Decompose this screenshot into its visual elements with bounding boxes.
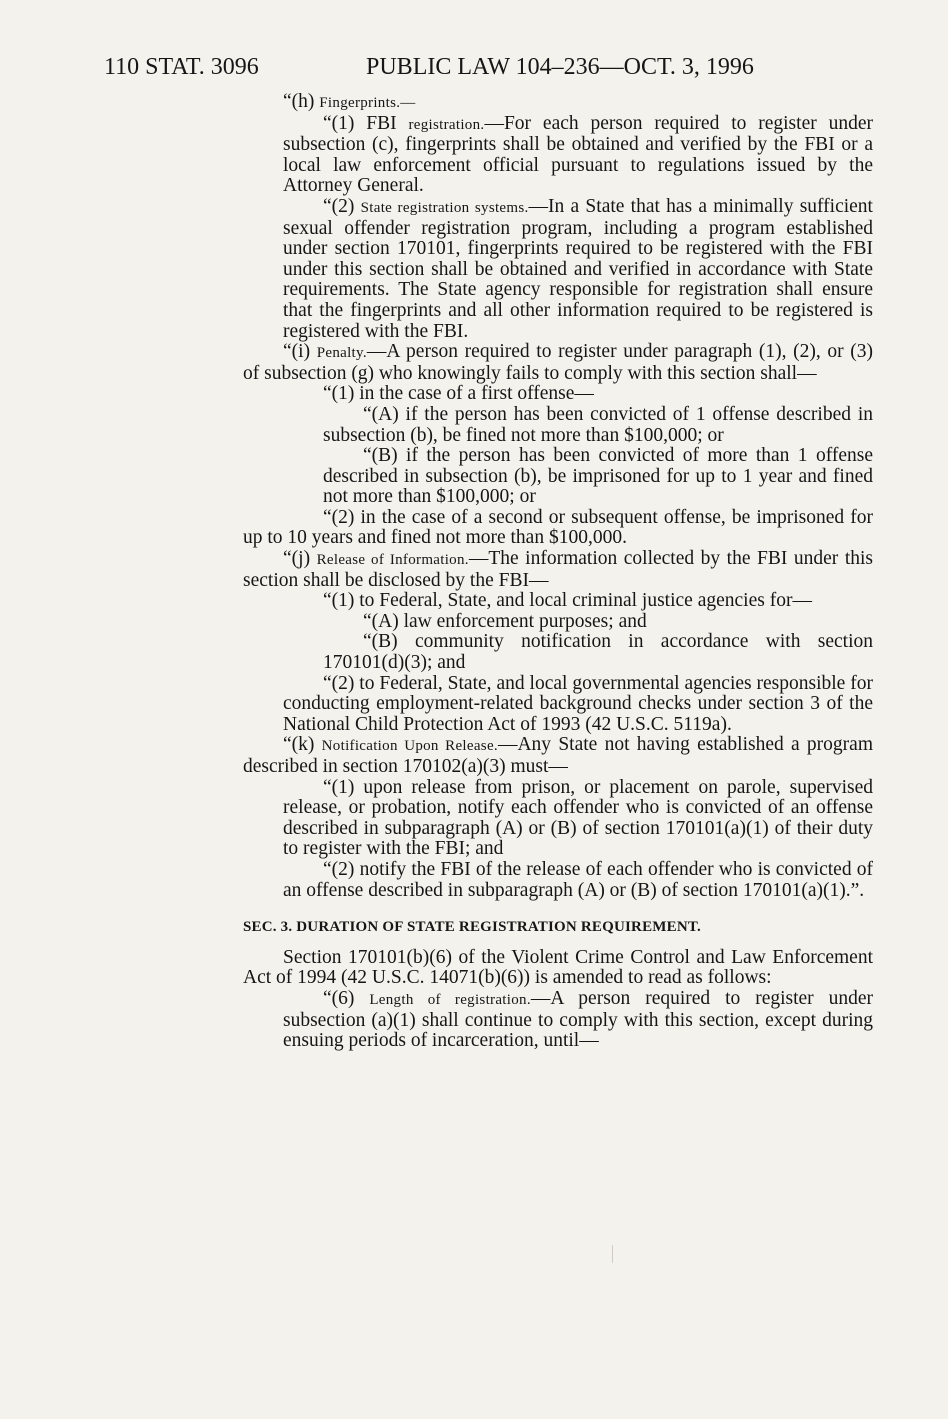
paragraph-6: “(6) Length of registration.—A person required to register under subsection (a)(1) shall continue to comply with this section, except during ensuing periods of incarceration, until— [283, 987, 873, 1052]
subparagraph-iB: “(B) if the person has been convicted of more than 1 offense described in subsection (b), be imprisoned for up to 1 year and fined not more than $100,000; or [323, 445, 873, 508]
subsection-j: “(j) Release of Information.—The information collected by the FBI under this section shall be disclosed by the FBI— [243, 548, 873, 591]
paragraph-i1: “(1) in the case of a first offense— [323, 383, 594, 405]
paragraph-h2-title: State registration systems. [360, 199, 529, 216]
paragraph-j2: “(2) to Federal, State, and local governmental agencies responsible for conducting employment-related background checks under section 3 of the National Child Protection Act of 1993 (42 U.S.C. 5119a). [283, 672, 873, 735]
subsection-h-title: Fingerprints.— [319, 95, 416, 111]
public-law-title: PUBLIC LAW 104–236—OCT. 3, 1996 [366, 54, 754, 80]
section-3-text: Section 170101(b)(6) of the Violent Crime Control and Law Enforcement Act of 1994 (42 U.S.C. 14071(b)(6)) is amended to read as follows: [243, 946, 873, 989]
paragraph-h1-title: registration. [408, 116, 485, 133]
subparagraph-iA: “(A) if the person has been convicted of 1 offense described in subsection (b), be fined not more than $100,000; or [323, 403, 873, 446]
subsection-h-heading: “(h) Fingerprints.— [283, 91, 416, 112]
document-body [243, 92, 873, 1052]
paragraph-h1: “(1) FBI registration.—For each person required to register under subsection (c), fingerprints shall be obtained and verified by the FBI or a local law enforcement official pursuant to regulations issued by the Attorney General. [283, 112, 873, 197]
paragraph-k2: “(2) notify the FBI of the release of each offender who is convicted of an offense described in subparagraph (A) or (B) of section 170101(a)(1).”. [283, 858, 873, 901]
subsection-j-title: Release of Information. [316, 552, 469, 569]
paragraph-k1: “(1) upon release from prison, or placement on parole, supervised release, or probation, notify each offender who is convicted of an offense described in subparagraph (A) or (B) of section 170101(a)(1) of their duty to register with the FBI; and [283, 776, 873, 860]
paragraph-j1: “(1) to Federal, State, and local criminal justice agencies for— [323, 590, 812, 612]
paragraph-6-title: Length of registration. [369, 991, 531, 1008]
section-3-heading: SEC. 3. DURATION OF STATE REGISTRATION REQUIREMENT. [243, 919, 701, 936]
subsection-i-title: Penalty. [316, 345, 367, 362]
paragraph-h2: “(2) State registration systems.—In a State that has a minimally sufficient sexual offender registration program, including a program established under section 170101, fingerprints required to be registered with the FBI under this section shall be obtained and verified in accordance with State requirements. The State agency responsible for registration shall ensure that the fingerprints and all other information required to be registered is registered with the FBI. [283, 195, 873, 342]
subparagraph-jA: “(A) law enforcement purposes; and [363, 610, 647, 632]
scan-mark [612, 1245, 613, 1263]
subparagraph-jB: “(B) community notification in accordance with section 170101(d)(3); and [323, 631, 873, 674]
statute-citation: 110 STAT. 3096 [104, 54, 259, 80]
paragraph-i2: “(2) in the case of a second or subsequent offense, be imprisoned for up to 10 years and fined not more than $100,000. [243, 506, 873, 549]
subsection-k-title: Notification Upon Release. [321, 738, 498, 755]
subsection-i: “(i) Penalty.—A person required to register under paragraph (1), (2), or (3) of subsection (g) who knowingly fails to comply with this section shall— [243, 341, 874, 384]
subsection-k: “(k) Notification Upon Release.—Any State not having established a program described in section 170102(a)(3) must— [243, 734, 873, 777]
page-header [104, 54, 874, 84]
